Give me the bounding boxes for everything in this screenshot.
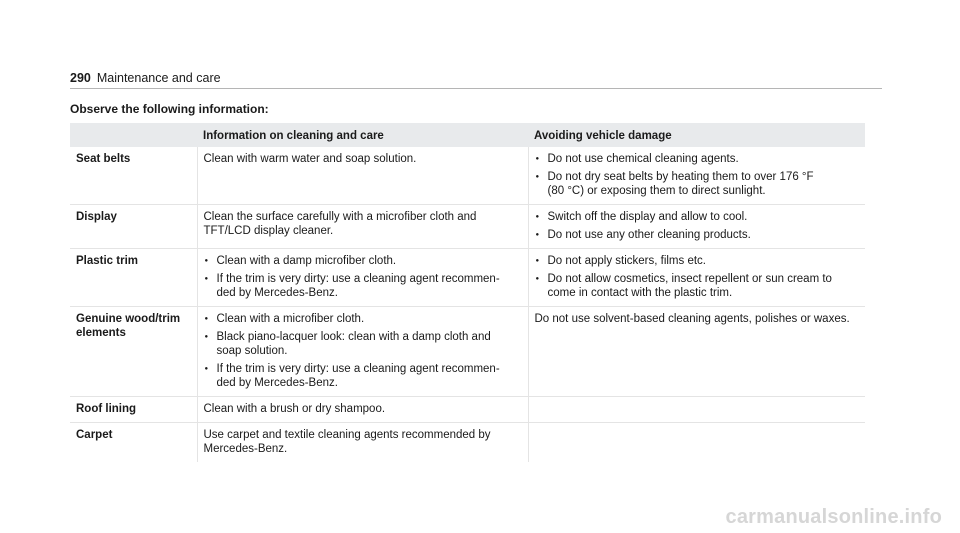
damage-cell [528, 307, 865, 397]
row-label: Genuine wood/trim elements [70, 307, 197, 397]
page-number: 290 [70, 71, 91, 85]
bullet-list [204, 312, 522, 390]
cell-text: Clean with warm water and soap solution. [203, 153, 417, 165]
cleaning-care-table [70, 123, 865, 462]
table-row [70, 423, 865, 463]
cell-text: Clean with a brush or dry shampoo. [203, 403, 386, 415]
bullet-item: ● Clean with a damp microfiber cloth. [204, 254, 522, 268]
care-cell [197, 147, 528, 205]
table-row [70, 205, 865, 249]
row-label: Plastic trim [70, 249, 197, 307]
page-header [70, 71, 221, 85]
table-body [70, 147, 865, 462]
bullet-list [204, 254, 522, 300]
damage-cell [528, 397, 865, 423]
column-header-care: Information on cleaning and care [197, 123, 528, 147]
table-row [70, 147, 865, 205]
care-cell [197, 205, 528, 249]
cell-text: Clean the surface carefully with a microfiber cloth and TFT/LCD display cleaner. [203, 211, 477, 237]
column-header-damage: Avoiding vehicle damage [528, 123, 865, 147]
bullet-item: ● Black piano-lacquer look: clean with a damp cloth and soap solution. [204, 330, 522, 358]
damage-cell [528, 423, 865, 463]
table-row [70, 249, 865, 307]
row-label: Carpet [70, 423, 197, 463]
column-header-item [70, 123, 197, 147]
bullet-item: ● Switch off the display and allow to cool. [535, 210, 860, 224]
damage-cell [528, 249, 865, 307]
row-label: Display [70, 205, 197, 249]
table-row [70, 307, 865, 397]
bullet-list [535, 210, 860, 242]
care-cell [197, 423, 528, 463]
bullet-item: ● Do not apply stickers, films etc. [535, 254, 860, 268]
cell-text: Do not use solvent-based cleaning agents, polishes or waxes. [534, 313, 850, 325]
row-label: Roof lining [70, 397, 197, 423]
row-label: Seat belts [76, 153, 131, 165]
bullet-item: ● Do not allow cosmetics, insect repellent or sun cream to come in contact with the plastic trim. [535, 272, 860, 300]
bullet-item: ● If the trim is very dirty: use a cleaning agent recommen- ded by Mercedes-Benz. [204, 362, 522, 390]
care-cell [197, 249, 528, 307]
watermark: carmanualsonline.info [725, 506, 942, 528]
damage-cell [528, 205, 865, 249]
table-header [70, 123, 865, 147]
table-header-row [70, 123, 865, 147]
bullet-item: ● Do not use any other cleaning products. [535, 228, 860, 242]
bullet-item: ● Do not use chemical cleaning agents. [535, 152, 860, 166]
bullet-item: ● Clean with a microfiber cloth. [204, 312, 522, 326]
care-cell [197, 307, 528, 397]
header-divider [70, 88, 882, 89]
bullet-item: ● If the trim is very dirty: use a cleaning agent recommen- ded by Mercedes-Benz. [204, 272, 522, 300]
damage-cell [528, 147, 865, 205]
bullet-item: ● Do not dry seat belts by heating them to over 176 °F (80 °C) or exposing them to direct sunlight. [535, 170, 860, 198]
intro-text: Observe the following information: [70, 102, 269, 116]
bullet-list [535, 152, 860, 198]
bullet-list [535, 254, 860, 300]
care-cell [197, 397, 528, 423]
cell-text: Use carpet and textile cleaning agents recommended by Mercedes-Benz. [203, 429, 491, 455]
table-row [70, 397, 865, 423]
section-title: Maintenance and care [96, 71, 221, 85]
